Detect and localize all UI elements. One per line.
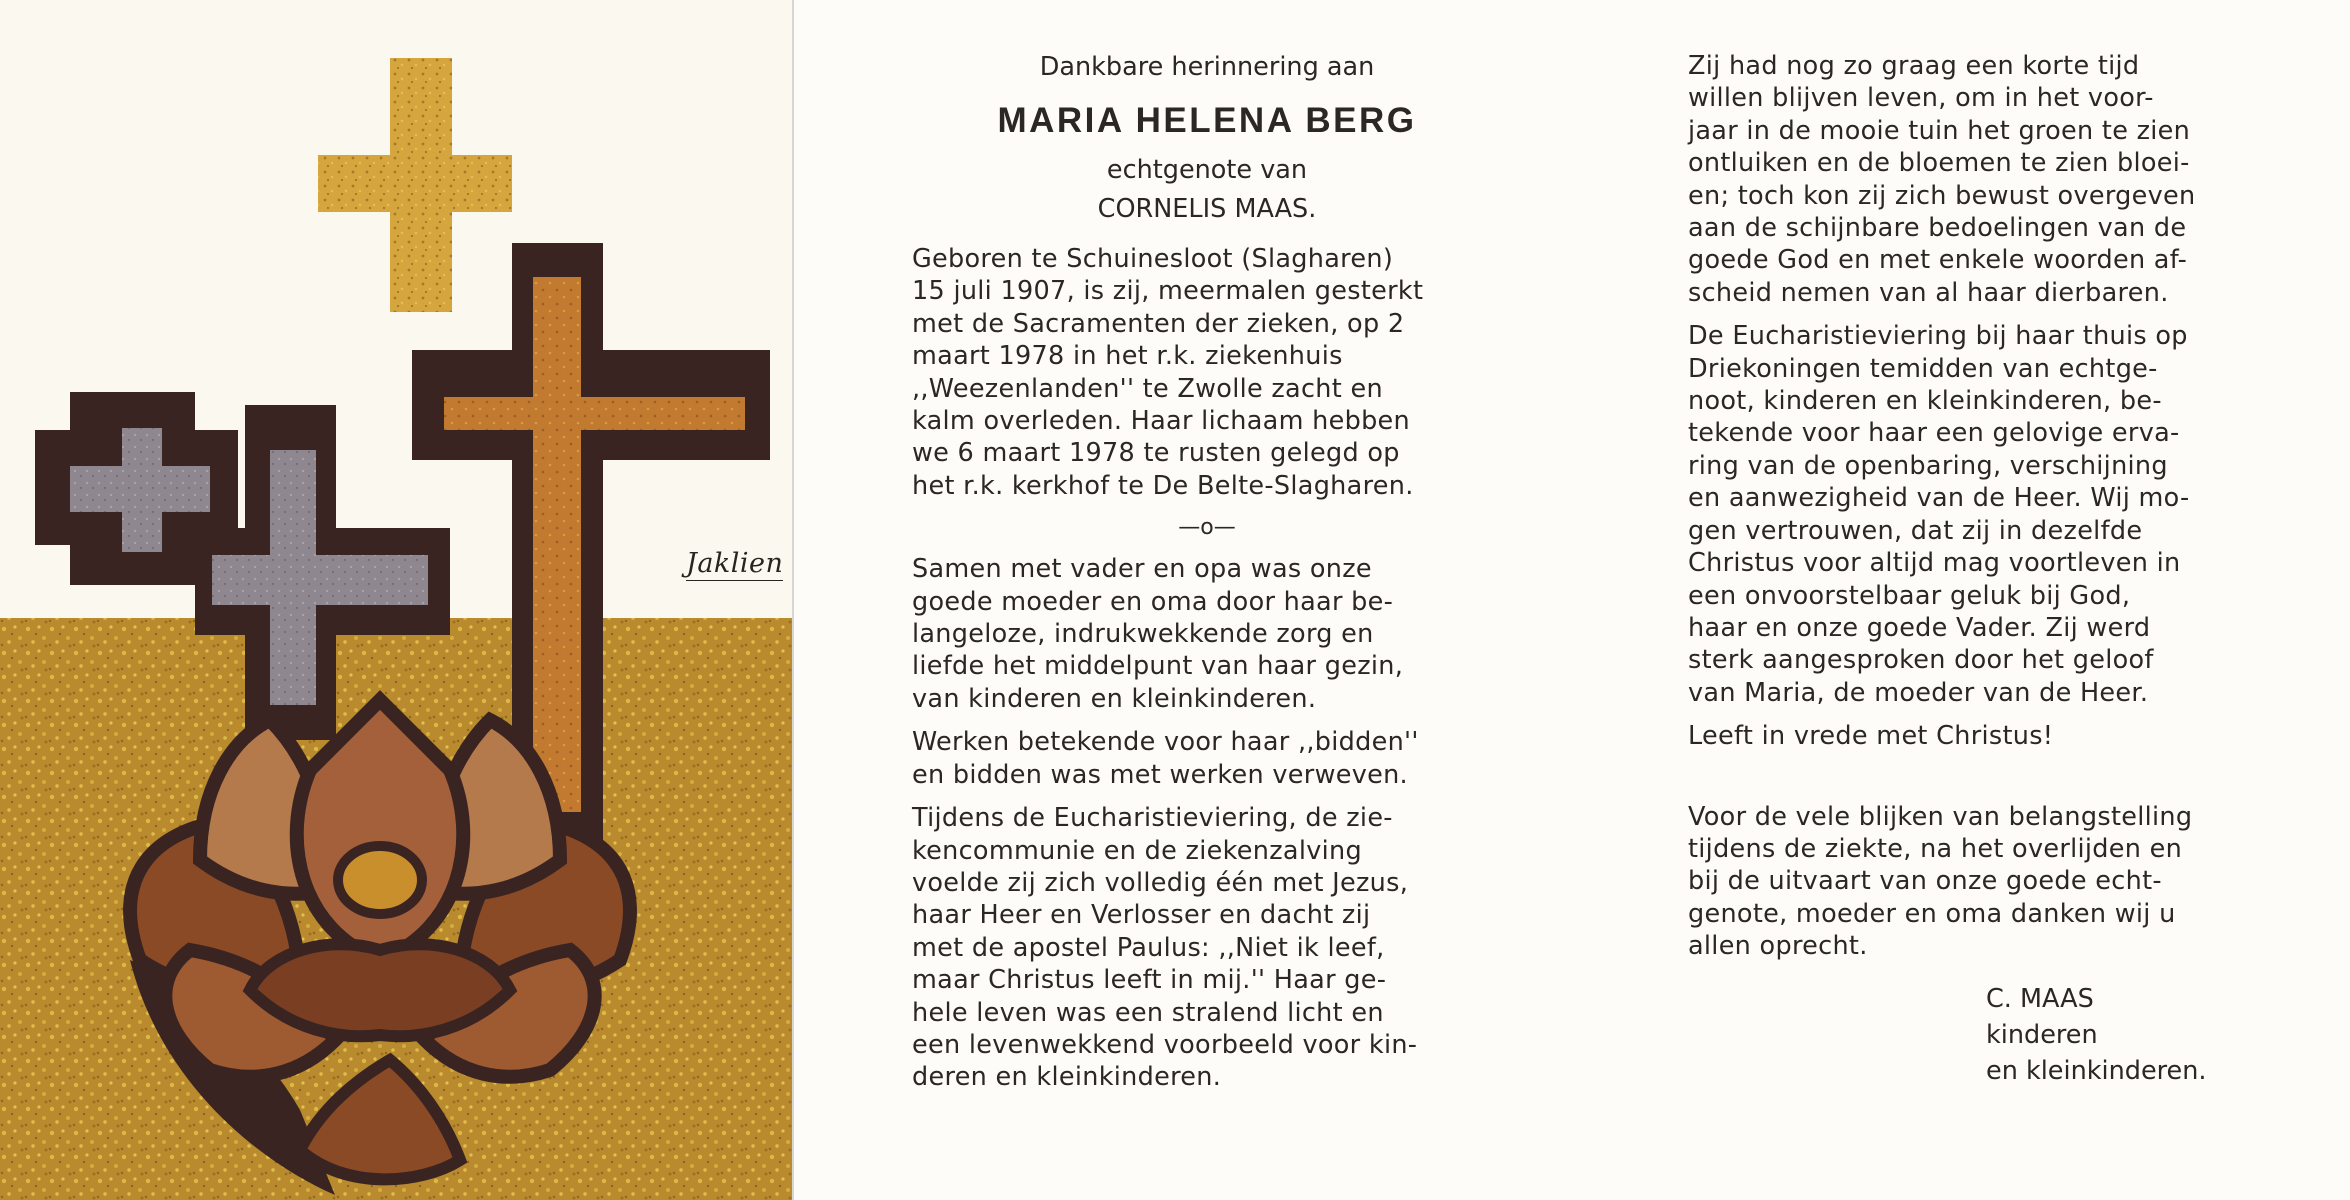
signoff-line: kinderen: [1986, 1019, 2098, 1050]
text-line: tekende voor haar een gelovige erva-: [1688, 418, 2180, 449]
text-line: bij de uitvaart van onze goede echt-: [1688, 866, 2162, 897]
text-line: van Maria, de moeder van de Heer.: [1688, 677, 2149, 708]
text-line: noot, kinderen en kleinkinderen, be-: [1688, 386, 2162, 417]
text-line: langeloze, indrukwekkende zorg en: [912, 619, 1374, 650]
text-line: Geboren te Schuinesloot (Slagharen): [912, 244, 1394, 274]
text-line: Zij had nog zo graag een korte tijd: [1688, 51, 2140, 81]
artwork-panel: [0, 0, 794, 1200]
text-line: jaar in de mooie tuin het groen te zien: [1688, 115, 2191, 146]
column-body-left: [912, 243, 1502, 1094]
paragraph: [1688, 720, 2278, 752]
text-line: Driekoningen temidden van echtge-: [1688, 353, 2158, 384]
text-line: kalm overleden. Haar lichaam hebben: [912, 406, 1411, 437]
text-line: kencommunie en de ziekenzalving: [912, 835, 1362, 866]
text-line: De Eucharistieviering bij haar thuis op: [1688, 321, 2188, 352]
artist-signature: Jaklien: [686, 548, 783, 581]
obituary-column-left: [912, 48, 1502, 1105]
text-line: genote, moeder en oma danken wij u: [1688, 898, 2176, 929]
text-line: Werken betekende voor haar ,,bidden'': [912, 727, 1419, 758]
signoff-line: C. MAAS: [1986, 983, 2094, 1014]
text-line: tijdens de ziekte, na het overlijden en: [1688, 833, 2183, 864]
text-line: en; toch kon zij zich bewust overgeven: [1688, 180, 2196, 211]
text-line: Leeft in vrede met Christus!: [1688, 721, 2054, 752]
text-line: haar en onze goede Vader. Zij werd: [1688, 612, 2151, 643]
text-line: gen vertrouwen, dat zij in dezelfde: [1688, 515, 2143, 546]
spouse-intro: echtgenote van: [1106, 155, 1308, 185]
text-line: deren en kleinkinderen.: [912, 1062, 1222, 1093]
text-line: en bidden was met werken verweven.: [912, 759, 1408, 790]
thanks-paragraph: [1688, 801, 2278, 963]
text-line: Tijdens de Eucharistieviering, de zie-: [912, 803, 1393, 834]
section-divider: —o—: [1178, 515, 1236, 541]
text-line: hele leven was een stralend licht en: [912, 997, 1384, 1028]
text-line: Samen met vader en opa was onze: [912, 554, 1372, 585]
text-line: met de apostel Paulus: ,,Niet ik leef,: [912, 932, 1385, 963]
text-line: Voor de vele blijken van belangstelling: [1688, 801, 2193, 832]
text-line: goede moeder en oma door haar be-: [912, 586, 1394, 617]
text-line: we 6 maart 1978 te rusten gelegd op: [912, 438, 1400, 469]
paragraph: [1688, 320, 2278, 709]
text-line: goede God en met enkele woorden af-: [1688, 245, 2188, 276]
text-line: met de Sacramenten der zieken, op 2: [912, 308, 1405, 339]
deceased-name: MARIA HELENA BERG: [997, 101, 1417, 140]
column-body-right: [1688, 50, 2278, 753]
paragraph: [912, 802, 1502, 1094]
paragraph: [912, 726, 1502, 791]
paragraph: [1688, 50, 2278, 309]
text-line: liefde het middelpunt van haar gezin,: [912, 651, 1404, 682]
text-line: een onvoorstelbaar geluk bij God,: [1688, 580, 2131, 611]
text-line: allen oprecht.: [1688, 931, 1868, 962]
text-line: maart 1978 in het r.k. ziekenhuis: [912, 341, 1343, 372]
text-line: scheid nemen van al haar dierbaren.: [1688, 277, 2169, 308]
signoff-line: en kleinkinderen.: [1986, 1055, 2207, 1086]
text-line: voelde zij zich volledig één met Jezus,: [912, 867, 1409, 898]
artwork-illustration: [0, 0, 792, 1200]
text-line: en aanwezigheid van de Heer. Wij mo-: [1688, 483, 2190, 514]
obituary-column-right: [1688, 50, 2278, 1089]
text-line: willen blijven leven, om in het voor-: [1688, 83, 2154, 114]
text-line: van kinderen en kleinkinderen.: [912, 683, 1317, 714]
text-line: haar Heer en Verlosser en dacht zij: [912, 900, 1371, 931]
signoff: [1986, 981, 2278, 1089]
text-line: Christus voor altijd mag voortleven in: [1688, 548, 2181, 579]
paragraph: [912, 243, 1502, 502]
spouse-name: CORNELIS MAAS.: [1097, 194, 1317, 224]
text-line: 15 juli 1907, is zij, meermalen gesterkt: [912, 276, 1424, 307]
card-header: Dankbare herinnering aan: [1039, 52, 1375, 82]
text-line: een levenwekkend voorbeeld voor kin-: [912, 1029, 1418, 1060]
text-line: ,,Weezenlanden'' te Zwolle zacht en: [912, 373, 1383, 404]
text-line: maar Christus leeft in mij.'' Haar ge-: [912, 965, 1387, 996]
text-line: sterk aangesproken door het geloof: [1688, 645, 2154, 676]
paragraph: [912, 553, 1502, 715]
text-line: het r.k. kerkhof te De Belte-Slagharen.: [912, 470, 1414, 501]
text-line: ontluiken en de bloemen te zien bloei-: [1688, 148, 2190, 179]
text-line: ring van de openbaring, verschijning: [1688, 450, 2168, 481]
text-line: aan de schijnbare bedoelingen van de: [1688, 213, 2187, 244]
